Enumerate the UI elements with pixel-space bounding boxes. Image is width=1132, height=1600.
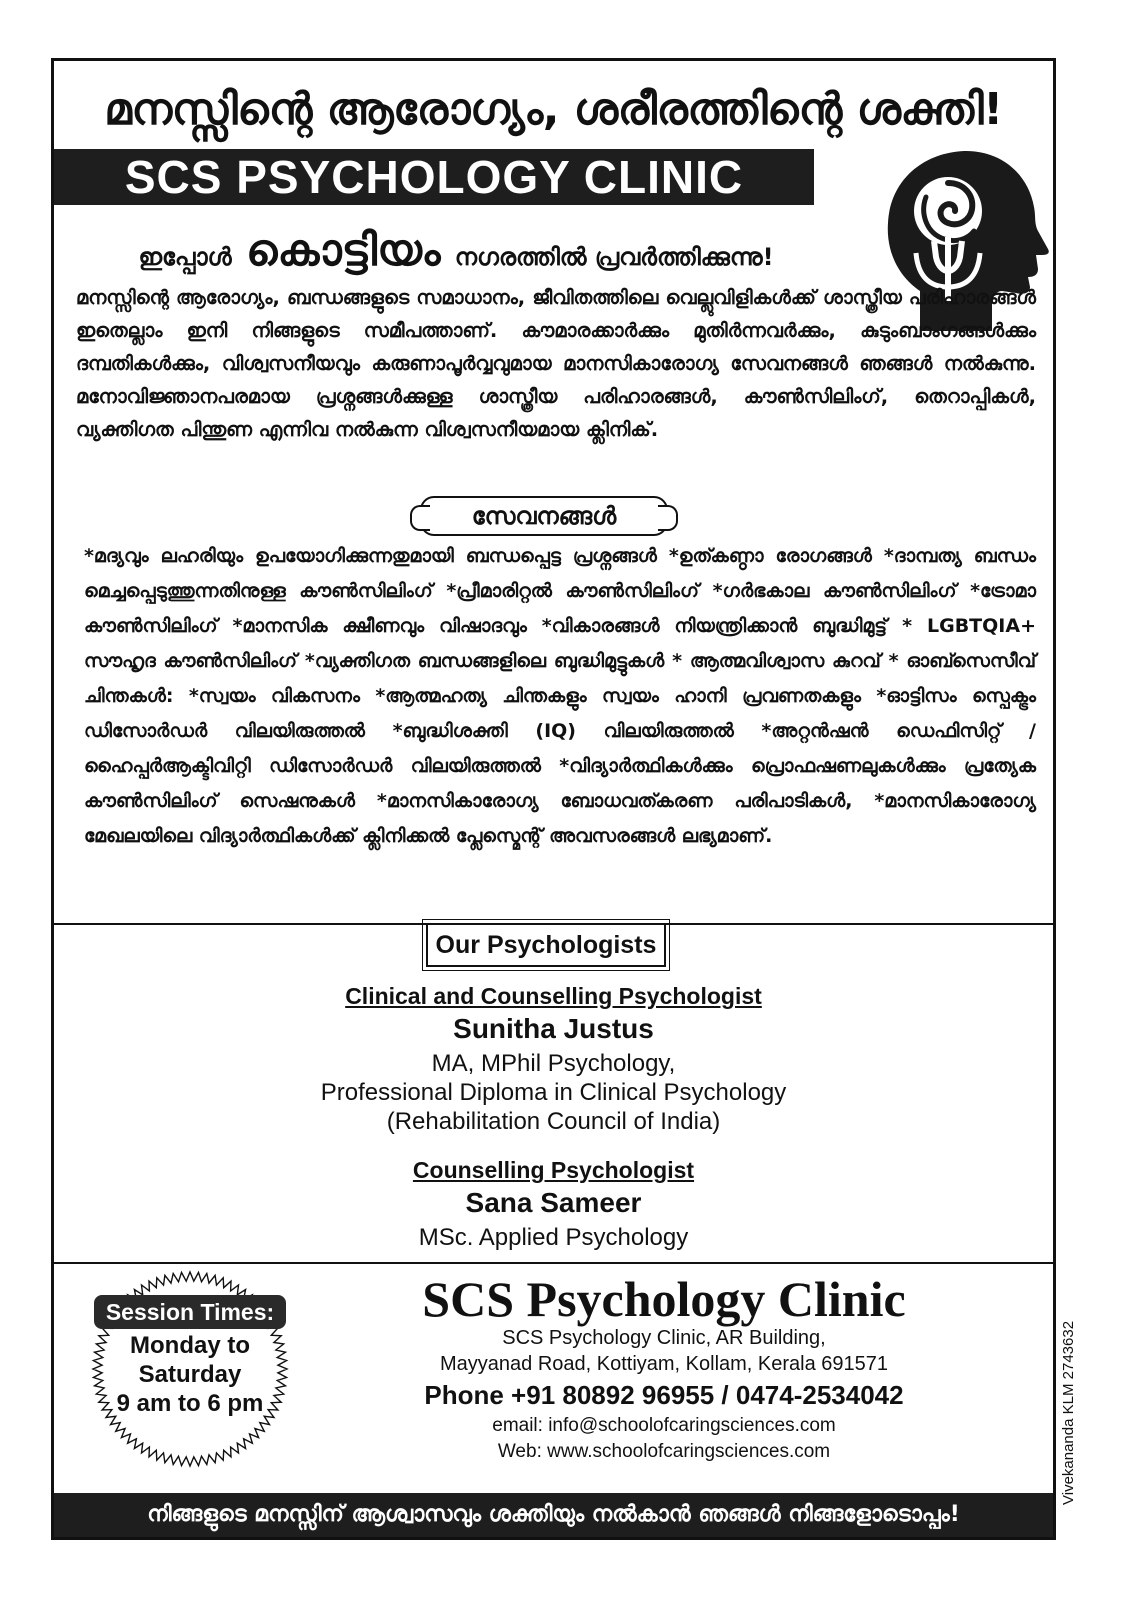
location-place: കൊട്ടിയം (246, 225, 441, 276)
advertisement-frame (51, 58, 1056, 1540)
session-line-1: Monday to (130, 1332, 250, 1359)
psychologist-1-qual-3: (Rehabilitation Council of India) (386, 1108, 721, 1135)
location-prefix: ഇപ്പോൾ (138, 243, 232, 271)
address-line-1: SCS Psychology Clinic, AR Building, (502, 1327, 826, 1349)
phone-number: Phone +91 80892 96955 / 0474-2534042 (424, 1380, 904, 1410)
intro-paragraph: മനസ്സിന്റെ ആരോഗ്യം, ബന്ധങ്ങളുടെ സമാധാനം, ജീവിതത്തിലെ വെല്ലുവിളികൾക്ക് ശാസ്ത്രീയ പരിഹാരങ്ങൾ ഇതെല്ലാം ഇനി നിങ്ങളുടെ സമീപത്താണ്. കൗമാരക്കാർക്കും മുതിർന്നവർക്കും, കുടുംബാംഗങ്ങൾക്കും ദമ്പതികൾക്കും, വിശ്വസനീയവും കരുണാപൂർവ്വവുമായ മാനസികാരോഗ്യ സേവനങ്ങൾ ഞങ്ങൾ നൽകുന്നു. മനോവിജ്ഞാനപരമായ പ്രശ്നങ്ങൾക്കുള്ള ശാസ്ത്രീയ പരിഹാരങ്ങൾ, കൗൺസിലിംഗ്, തെറാപ്പികൾ, വ്യക്തിഗത പിന്തുണ എന്നിവ നൽകുന്ന വിശ്വസനീയമായ ക്ലിനിക്. (76, 286, 1036, 441)
psychologist-1-qual-1: MA, MPhil Psychology, (431, 1050, 676, 1077)
footer-divider (54, 1262, 1053, 1264)
psychologists-heading: Our Psychologists (426, 923, 666, 967)
psychologist-2-name: Sana Sameer (465, 1187, 642, 1218)
session-days (90, 1331, 290, 1418)
session-line-3: 9 am to 6 pm (116, 1390, 264, 1417)
website-url: Web: www.schoolofcaringsciences.com (497, 1441, 831, 1462)
side-credit (1058, 1279, 1078, 1505)
headline: മനസ്സിന്റെ ആരോഗ്യം, ശരീരത്തിന്റെ ശക്തി! (104, 84, 1003, 135)
address-line-2: Mayyanad Road, Kottiyam, Kollam, Kerala 691571 (439, 1353, 889, 1375)
session-line-2: Saturday (138, 1361, 242, 1388)
services-list: *മദ്യവും ലഹരിയും ഉപയോഗിക്കുന്നതുമായി ബന്ധപ്പെട്ട പ്രശ്നങ്ങൾ *ഉത്കണ്ഠാ രോഗങ്ങൾ *ദാമ്പത്യ ബന്ധം മെച്ചപ്പെടുത്തുന്നതിനുള്ള കൗൺസിലിംഗ് *പ്രീമാരിറ്റൽ കൗൺസിലിംഗ് *ഗർഭകാല കൗൺസിലിംഗ് *ട്രോമാ കൗൺസിലിംഗ് *മാനസിക ക്ഷീണവും വിഷാദവും *വികാരങ്ങൾ നിയന്ത്രിക്കാൻ ബുദ്ധിമുട്ട് * LGBTQIA+ സൗഹൃദ കൗൺസിലിംഗ് *വ്യക്തിഗത ബന്ധങ്ങളിലെ ബുദ്ധിമുട്ടുകൾ * ആത്മവിശ്വാസ കുറവ് * ഓബ്സെസീവ് ചിന്തകൾ: *സ്വയം വികസനം *ആത്മഹത്യ ചിന്തകളും സ്വയം ഹാനി പ്രവണതകളും *ഓട്ടിസം സ്പെക്ട്രം ഡിസോർഡർ വിലയിരുത്തൽ *ബുദ്ധിശക്തി (IQ) വിലയിരുത്തൽ *അറ്റൻഷൻ ഡെഫിസിറ്റ് / ഹൈപ്പർആക്ടിവിറ്റി ഡിസോർഡർ വിലയിരുത്തൽ *വിദ്യാർത്ഥികൾക്കും പ്രൊഫഷണലുകൾക്കും പ്രത്യേക കൗൺസിലിംഗ് സെഷനുകൾ *മാനസികാരോഗ്യ ബോധവത്കരണ പരിപാടികൾ, *മാനസികാരോഗ്യ മേഖലയിലെ വിദ്യാർത്ഥികൾക്ക് ക്ലിനിക്കൽ പ്ലേസ്മെന്റ് അവസരങ്ങൾ ലഭ്യമാണ്. (84, 545, 1036, 847)
session-label: Session Times: (94, 1295, 286, 1329)
services-heading: സേവനങ്ങൾ (420, 496, 668, 536)
clinic-name: SCS Psychology Clinic (422, 1271, 906, 1327)
location-line (76, 221, 836, 281)
side-credit-text: Vivekananda KLM 2743632 (1060, 1320, 1077, 1505)
footer-tagline: നിങ്ങളുടെ മനസ്സിന് ആശ്വാസവും ശക്തിയും നൽകാൻ ഞങ്ങൾ നിങ്ങളോടൊപ്പം! (54, 1493, 1053, 1537)
clinic-banner: SCS PSYCHOLOGY CLINIC (54, 149, 814, 205)
psychologist-1-name: Sunitha Justus (453, 1013, 654, 1044)
psychologist-1-role: Clinical and Counselling Psychologist (345, 983, 762, 1009)
location-suffix: നഗരത്തിൽ പ്രവർത്തിക്കുന്നു! (454, 243, 774, 271)
psychologist-2-qual-1: MSc. Applied Psychology (418, 1224, 689, 1251)
psychologist-2-role: Counselling Psychologist (412, 1157, 695, 1183)
email-address: email: info@schoolofcaringsciences.com (492, 1415, 836, 1436)
psychologist-1-qual-2: Professional Diploma in Clinical Psychology (320, 1079, 787, 1106)
